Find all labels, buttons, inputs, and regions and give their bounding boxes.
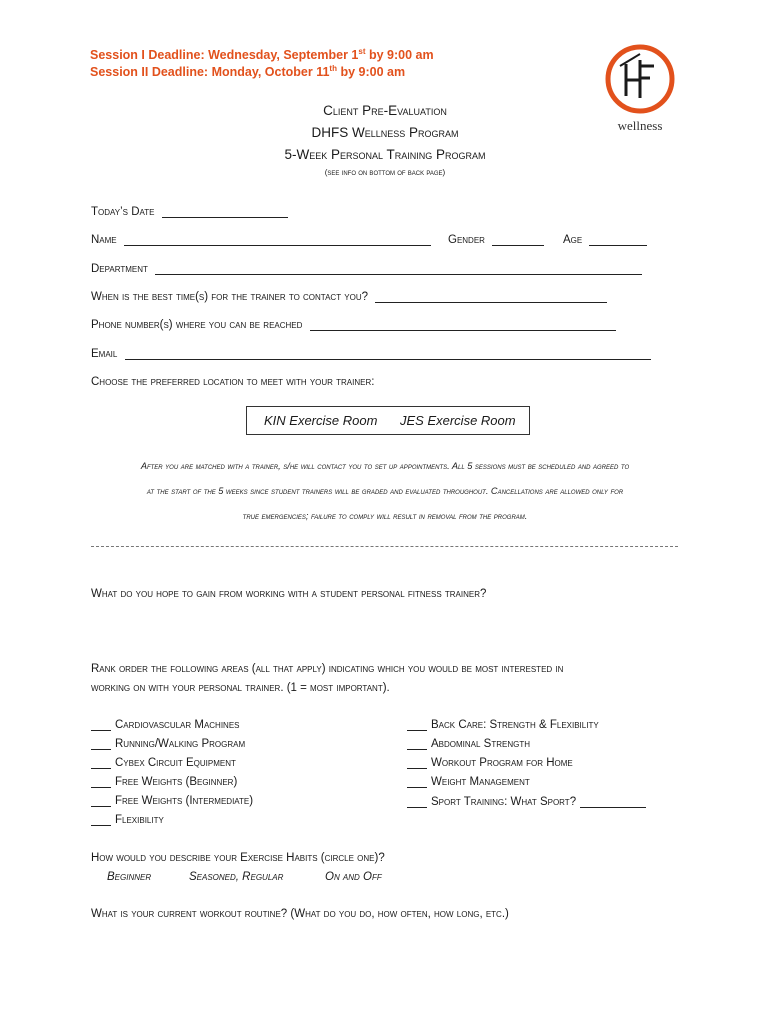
date-field: Today’s Date [91, 205, 288, 218]
rank-item[interactable]: Free Weights (Intermediate) [91, 795, 253, 814]
rank-item[interactable]: Workout Program for Home [407, 757, 646, 776]
rank-blank[interactable] [91, 776, 111, 788]
location-options-box [246, 406, 530, 435]
notice-line-1: After you are matched with a trainer, s/he will contact you to set up appointments. All 5 sessions must be scheduled and agreed to [140, 461, 630, 471]
habits-question: How would you describe your Exercise Habits (circle one)? [91, 852, 385, 864]
notice-line-3: true emergencies; failure to comply will result in removal from the program. [242, 511, 528, 521]
rank-item[interactable]: Weight Management [407, 776, 646, 795]
contact-time-input-line[interactable] [375, 290, 607, 303]
rank-question-line-1: Rank order the following areas (all that apply) indicating which you would be most interested in [91, 663, 564, 675]
department-field: Department [91, 262, 642, 275]
notice-line-2: at the start of the 5 weeks since student trainers will be graded and evaluated throughout. Cancellations are allowed only for [146, 486, 624, 496]
rank-item[interactable]: Flexibility [91, 814, 253, 833]
contact-time-field: When is the best time(s) for the trainer to contact you? [91, 290, 607, 303]
phone-field: Phone number(s) where you can be reached [91, 318, 616, 331]
rank-item[interactable]: Back Care: Strength & Flexibility [407, 719, 646, 738]
back-page-note: (see info on bottom of back page) [324, 168, 446, 177]
session2-deadline: Session II Deadline: Monday, October 11th by 9:00 am [90, 64, 406, 80]
email-field: Email [91, 347, 651, 360]
rank-blank[interactable] [91, 814, 111, 826]
age-input-line[interactable] [589, 233, 647, 246]
habit-option-beginner[interactable]: Beginner [107, 871, 152, 883]
rank-blank[interactable] [407, 738, 427, 750]
rank-blank[interactable] [407, 776, 427, 788]
name-field: Name [91, 233, 431, 246]
rank-item[interactable]: Cardiovascular Machines [91, 719, 253, 738]
rank-list-left [91, 719, 253, 833]
routine-question: What is your current workout routine? (What do you do, how often, how long, etc.) [91, 908, 509, 920]
program-title: DHFS Wellness Program [311, 125, 459, 140]
rank-item[interactable]: Free Weights (Beginner) [91, 776, 253, 795]
sport-input-line[interactable] [580, 795, 646, 808]
gender-field: Gender [448, 233, 544, 246]
habit-option-seasoned[interactable]: Seasoned, Regular [189, 871, 284, 883]
rank-list-right [407, 719, 646, 814]
habit-option-on-off[interactable]: On and Off [325, 871, 382, 883]
age-field: Age [563, 233, 647, 246]
program-subtitle: 5-Week Personal Training Program [284, 147, 486, 162]
logo-text: wellness [617, 118, 663, 133]
section-divider [91, 546, 678, 547]
name-input-line[interactable] [124, 233, 431, 246]
gain-question: What do you hope to gain from working with a student personal fitness trainer? [91, 588, 487, 600]
location-question: Choose the preferred location to meet with your trainer: [91, 376, 375, 388]
location-option-kin[interactable]: KIN Exercise Room [264, 413, 378, 428]
rank-blank[interactable] [91, 719, 111, 731]
rank-item[interactable]: Abdominal Strength [407, 738, 646, 757]
rank-blank[interactable] [91, 795, 111, 807]
rank-item[interactable]: Cybex Circuit Equipment [91, 757, 253, 776]
rank-blank[interactable] [407, 719, 427, 731]
rank-blank[interactable] [91, 738, 111, 750]
department-input-line[interactable] [155, 262, 642, 275]
phone-input-line[interactable] [310, 318, 616, 331]
form-title: Client Pre-Evaluation [323, 103, 447, 118]
location-option-jes[interactable]: JES Exercise Room [400, 413, 516, 428]
rank-question-line-2: working on with your personal trainer. (1 = most important). [91, 682, 390, 694]
rank-blank[interactable] [407, 796, 427, 808]
rank-blank[interactable] [91, 757, 111, 769]
rank-blank[interactable] [407, 757, 427, 769]
gender-input-line[interactable] [492, 233, 544, 246]
rank-item[interactable]: Sport Training: What Sport? [407, 795, 646, 814]
rank-item[interactable]: Running/Walking Program [91, 738, 253, 757]
date-input-line[interactable] [162, 205, 288, 218]
email-input-line[interactable] [125, 347, 651, 360]
session1-deadline: Session I Deadline: Wednesday, September 1st by 9:00 am [90, 47, 434, 63]
